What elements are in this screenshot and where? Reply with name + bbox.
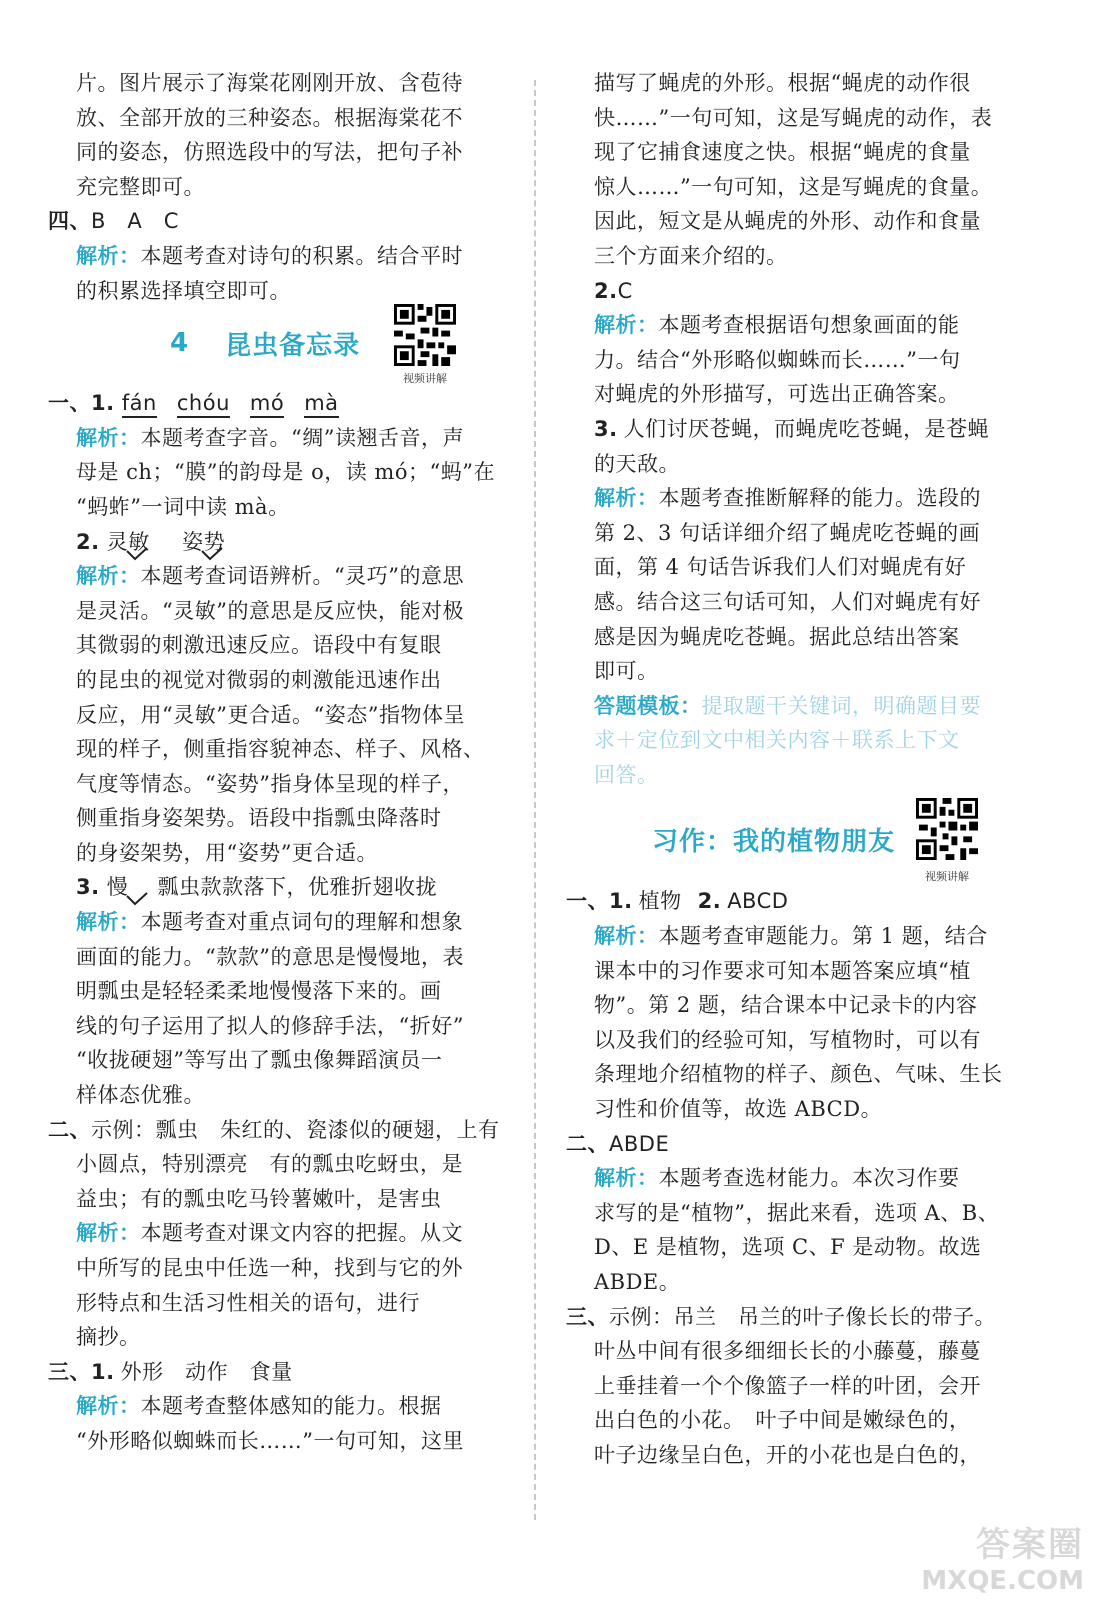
explanation-line: 以及我们的经验可知，写植物时，可以有 bbox=[594, 1027, 981, 1052]
explanation-line: 明瓢虫是轻轻柔柔地慢慢落下来的。画 bbox=[76, 979, 442, 1004]
explanation-line: 即可。 bbox=[594, 659, 659, 684]
lesson-number: 4 bbox=[170, 328, 190, 359]
answer-line: 的天敌。 bbox=[594, 451, 680, 476]
explanation-line: 解析：本题考查整体感知的能力。根据 bbox=[76, 1394, 442, 1419]
explanation-line: 现的样子，侧重指容貌神态、样子、风格、 bbox=[76, 737, 485, 762]
left-column bbox=[48, 66, 510, 1459]
answer-text: 植物 bbox=[638, 889, 682, 914]
explanation-line: 感是因为蝇虎吃苍蝇。据此总结出答案 bbox=[594, 624, 960, 649]
section-3-answer bbox=[48, 1355, 510, 1390]
question-number: 2. bbox=[76, 529, 100, 554]
explanation-line: 线的句子运用了拟人的修辞手法，“折好” bbox=[76, 1013, 464, 1038]
question-number: 一、1. bbox=[48, 391, 115, 416]
question-number: 2. bbox=[697, 889, 722, 914]
qr-code-icon[interactable] bbox=[394, 304, 456, 366]
explanation-line: 的昆虫的视觉对微弱的刺激能迅速作出 bbox=[76, 667, 442, 692]
answer-text: 瓢虫款款落下，优雅折翅收拢 bbox=[157, 875, 437, 900]
explanation-line: 样体态优雅。 bbox=[76, 1083, 205, 1108]
text-line: 三个方面来介绍的。 bbox=[594, 243, 788, 268]
analysis-label: 解析： bbox=[76, 425, 141, 450]
qr-code-icon[interactable] bbox=[916, 798, 978, 860]
checkmark-icon bbox=[200, 547, 224, 561]
explanation-line: 中所写的昆虫中任选一种，找到与它的外 bbox=[76, 1256, 463, 1280]
explanation-line: 的积累选择填空即可。 bbox=[76, 278, 291, 303]
analysis-label: 解析： bbox=[76, 910, 141, 935]
checkmark-icon bbox=[125, 547, 149, 561]
analysis-label: 解析： bbox=[76, 1394, 141, 1419]
explanation-line: 对蝇虎的外形描写，可选出正确答案。 bbox=[594, 382, 960, 407]
qr-caption: 视频讲解 bbox=[925, 870, 969, 884]
explanation-line: 母是 ch；“膜”的韵母是 o，读 mó；“蚂”在 bbox=[76, 460, 495, 485]
explanation-line: 解析：本题考查对课文内容的把握。从文 bbox=[76, 1221, 463, 1246]
question-number: 3. bbox=[594, 416, 618, 441]
answer-line: 上垂挂着一个个像篮子一样的叶团，会开 bbox=[594, 1373, 981, 1398]
lesson-title: 昆虫备忘录 bbox=[225, 330, 361, 361]
explanation-line: 条理地介绍植物的样子、颜色、气味、生长 bbox=[594, 1062, 1003, 1087]
template-label: 答题模板： bbox=[594, 693, 702, 718]
word-answer: 灵敏 bbox=[107, 525, 150, 560]
section-2-answer: 二、示例：瓢虫 朱红的、瓷漆似的硬翅，上有 bbox=[48, 1117, 500, 1142]
explanation-line: 摘抄。 bbox=[76, 1325, 141, 1350]
explanation-line: 反应，用“灵敏”更合适。“姿态”指物体呈 bbox=[76, 702, 465, 727]
explanation-line: 解析：本题考查根据语句想象画面的能 bbox=[594, 313, 960, 338]
question-number: 一、1. bbox=[566, 889, 633, 914]
word-answer: 慢 bbox=[107, 870, 129, 905]
answer-template-line: 求＋定位到文中相关内容＋联系上下文 bbox=[594, 728, 960, 753]
explanation-line: 第 2、3 句话详细介绍了蝇虎吃苍蝇的画 bbox=[594, 520, 981, 545]
q2-answer bbox=[566, 274, 1036, 309]
explanation-line: 解析：本题考查选材能力。本次习作要 bbox=[594, 1166, 960, 1191]
q2-answer bbox=[48, 525, 510, 560]
checkmark-icon bbox=[125, 892, 149, 906]
pinyin-answer: chóu bbox=[177, 390, 230, 418]
q1-answer bbox=[48, 386, 510, 421]
site-watermark: 答案圈 MXQE.COM bbox=[921, 1525, 1084, 1596]
explanation-line: “收拢硬翅”等写出了瓢虫像舞蹈演员一 bbox=[76, 1048, 443, 1073]
analysis-label: 解析： bbox=[76, 243, 141, 268]
analysis-label: 解析： bbox=[594, 486, 659, 511]
lesson-heading bbox=[566, 802, 1036, 884]
answer-line: 叶子边缘呈白色，开的小花也是白色的， bbox=[594, 1442, 981, 1467]
text-line: 充完整即可。 bbox=[76, 174, 205, 199]
answer-template-line: 回答。 bbox=[594, 762, 659, 787]
explanation-line: 其微弱的刺激迅速反应。语段中有复眼 bbox=[76, 633, 442, 658]
answer-text: ABCD bbox=[727, 889, 789, 914]
explanation-line: 解析：本题考查词语辨析。“灵巧”的意思 bbox=[76, 564, 464, 589]
explanation-line: 解析：本题考查审题能力。第 1 题，结合 bbox=[594, 924, 988, 949]
answer-text: C bbox=[617, 278, 633, 303]
right-column bbox=[566, 66, 1036, 1473]
section-number: 三、 bbox=[566, 1304, 609, 1329]
pinyin-answer: mà bbox=[304, 390, 338, 418]
explanation-line: 的身姿架势，用“姿势”更合适。 bbox=[76, 840, 378, 865]
pinyin-answer: fán bbox=[122, 390, 157, 418]
analysis-label: 解析： bbox=[76, 564, 141, 589]
explanation-line: 侧重指身姿架势。语段中指瓢虫降落时 bbox=[76, 806, 442, 831]
explanation-line: 形特点和生活习性相关的语句，进行 bbox=[76, 1290, 420, 1315]
text-line: 片。图片展示了海棠花刚刚开放、含苞待 bbox=[76, 71, 463, 95]
column-divider bbox=[534, 80, 536, 1520]
section-3-answer: 三、示例：吊兰 吊兰的叶子像长长的带子。 bbox=[566, 1304, 996, 1329]
explanation-line: 面，第 4 句话告诉我们人们对蝇虎有好 bbox=[594, 555, 967, 580]
analysis-label: 解析： bbox=[594, 313, 659, 338]
answer-line: 小圆点，特别漂亮 有的瓢虫吃蚜虫，是 bbox=[76, 1152, 463, 1177]
explanation-line: 画面的能力。“款款”的意思是慢慢地，表 bbox=[76, 944, 464, 969]
explanation-line: 感。结合这三句话可知，人们对蝇虎有好 bbox=[594, 589, 981, 614]
text-line: 因此，短文是从蝇虎的外形、动作和食量 bbox=[594, 209, 981, 234]
q3-answer: 3. 人们讨厌苍蝇，而蝇虎吃苍蝇，是苍蝇 bbox=[594, 416, 990, 441]
explanation-line: 解析：本题考查字音。“绸”读翘舌音，声 bbox=[76, 425, 464, 450]
text-line: 同的姿态，仿照选段中的写法，把句子补 bbox=[76, 140, 463, 165]
text-line: 描写了蝇虎的外形。根据“蝇虎的动作很 bbox=[594, 71, 971, 95]
section-number: 二、 bbox=[48, 1117, 91, 1142]
text-line: 快……”一句可知，这是写蝇虎的动作，表 bbox=[594, 105, 993, 130]
question-number: 3. bbox=[76, 875, 100, 900]
pinyin-answer: mó bbox=[250, 390, 284, 418]
section-4-answer bbox=[48, 204, 510, 239]
section-number: 三、1. bbox=[48, 1359, 115, 1384]
analysis-label: 解析： bbox=[76, 1221, 141, 1246]
answer-text: 外形 动作 食量 bbox=[120, 1359, 293, 1384]
word-answer: 姿势 bbox=[182, 525, 225, 560]
explanation-line: 课本中的习作要求可知本题答案应填“植 bbox=[594, 958, 971, 983]
answer-text: B A C bbox=[91, 209, 179, 234]
explanation-line: 气度等情态。“姿势”指身体呈现的样子， bbox=[76, 771, 464, 796]
explanation-line: 物”。第 2 题，结合课本中记录卡的内容 bbox=[594, 993, 978, 1018]
explanation-line: 解析：本题考查对重点词句的理解和想象 bbox=[76, 910, 463, 935]
section-number: 四、 bbox=[48, 209, 91, 234]
question-number: 2. bbox=[594, 278, 618, 303]
text-line: 放、全部开放的三种姿态。根据海棠花不 bbox=[76, 105, 463, 130]
answer-line: 出白色的小花。 叶子中间是嫩绿色的， bbox=[594, 1408, 971, 1433]
lesson-title: 习作：我的植物朋友 bbox=[652, 826, 896, 857]
answer-text: ABDE bbox=[609, 1131, 670, 1156]
explanation-line: “蚂蚱”一词中读 mà。 bbox=[76, 494, 290, 519]
answer-line: 叶丛中间有很多细细长长的小藤蔓，藤蔓 bbox=[594, 1339, 981, 1364]
answer-line: 益虫；有的瓢虫吃马铃薯嫩叶，是害虫 bbox=[76, 1186, 442, 1211]
explanation-line: 是灵活。“灵敏”的意思是反应快，能对极 bbox=[76, 598, 464, 623]
analysis-label: 解析： bbox=[594, 1166, 659, 1191]
explanation-line: 解析：本题考查推断解释的能力。选段的 bbox=[594, 486, 981, 511]
qr-caption: 视频讲解 bbox=[403, 372, 447, 386]
section-2-answer bbox=[566, 1127, 1036, 1162]
text-line: 现了它捕食速度之快。根据“蝇虎的食量 bbox=[594, 140, 971, 165]
explanation-line: 习性和价值等，故选 ABCD。 bbox=[594, 1097, 883, 1122]
explanation-line: ABDE。 bbox=[594, 1270, 681, 1294]
explanation-line: D、E 是植物，选项 C、F 是动物。故选 bbox=[594, 1235, 982, 1260]
analysis-label: 解析： bbox=[594, 924, 659, 949]
explanation-line: 求写的是“植物”，据此来看，选项 A、B、 bbox=[594, 1200, 1000, 1225]
section-number: 二、 bbox=[566, 1131, 609, 1156]
explanation-line: “外形略似蜘蛛而长……”一句可知，这里 bbox=[76, 1428, 464, 1453]
explanation-line: 力。结合“外形略似蜘蛛而长……”一句 bbox=[594, 347, 961, 372]
q3-answer bbox=[48, 870, 510, 905]
lesson-heading bbox=[48, 308, 510, 386]
answer-template-line: 答题模板：提取题干关键词，明确题目要 bbox=[594, 693, 981, 718]
text-line: 惊人……”一句可知，这是写蝇虎的食量。 bbox=[594, 174, 993, 199]
section-1-answer bbox=[566, 884, 1036, 919]
explanation-line: 解析：本题考查对诗句的积累。结合平时 bbox=[76, 243, 463, 268]
